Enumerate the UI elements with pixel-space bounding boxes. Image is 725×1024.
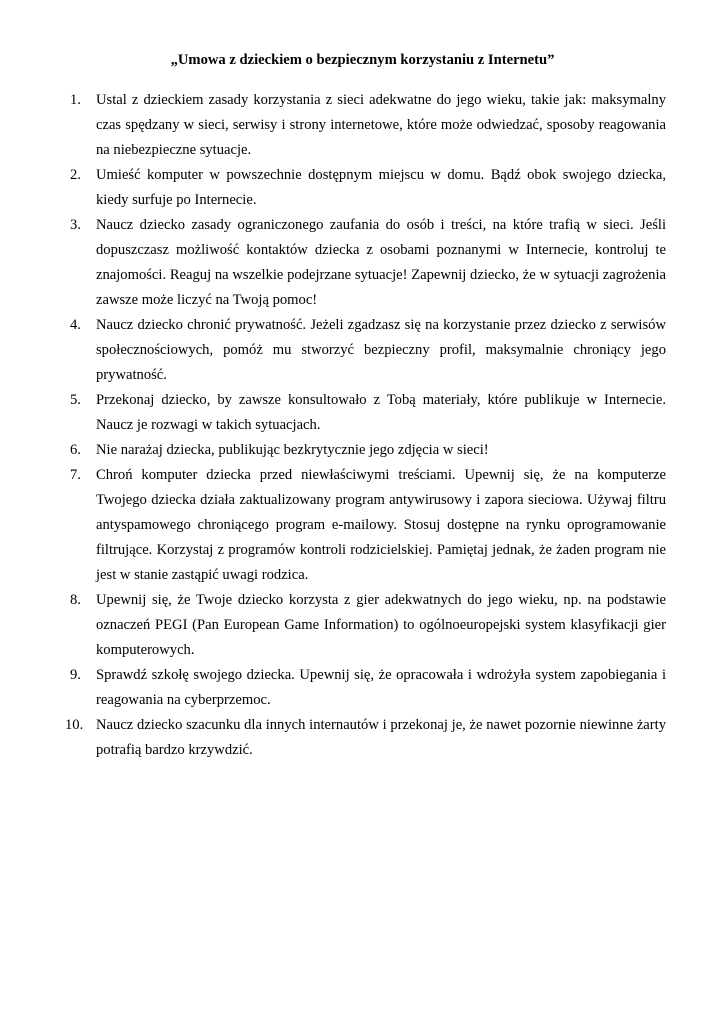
list-item: [70, 88, 666, 163]
list-item-number: 1.: [70, 92, 81, 108]
list-item: [70, 463, 666, 588]
rules-list: [65, 88, 666, 763]
list-item-number: 9.: [70, 667, 81, 683]
list-item: [70, 588, 666, 663]
list-item-number: 6.: [70, 442, 81, 458]
list-item-text: Sprawdź szkołę swojego dziecka. Upewnij się, że opracowała i wdrożyła system zapobiegania i reagowania na cyberprzemoc.: [96, 667, 666, 708]
list-item-text: Naucz dziecko zasady ograniczonego zaufania do osób i treści, na które trafią w sieci. Jeśli dopuszczasz możliwość kontaktów dziecka z osobami poznanymi w Internecie, kontroluj te znajomości. Reaguj na wszelkie podejrzane sytuacje! Zapewnij dziecko, że w sytuacji zagrożenia zawsze może liczyć na Twoją pomoc!: [96, 217, 666, 308]
list-item: [70, 313, 666, 388]
list-item-number: 8.: [70, 592, 81, 608]
list-item-number: 7.: [70, 467, 81, 483]
list-item: [65, 713, 666, 763]
list-item: [70, 163, 666, 213]
list-item: [70, 213, 666, 313]
list-item-text: Upewnij się, że Twoje dziecko korzysta z gier adekwatnych do jego wieku, np. na podstawie oznaczeń PEGI (Pan European Game Information) to ogólnoeuropejski system klasyfikacji gier komputerowych.: [96, 592, 666, 658]
list-item: [70, 438, 666, 463]
list-item-text: Naucz dziecko chronić prywatność. Jeżeli zgadzasz się na korzystanie przez dziecko z serwisów społecznościowych, pomóż mu stworzyć bezpieczny profil, maksymalnie chroniący jego prywatność.: [96, 317, 666, 383]
list-item-number: 3.: [70, 217, 81, 233]
list-item-number: 4.: [70, 317, 81, 333]
document-title: „Umowa z dzieckiem o bezpiecznym korzystaniu z Internetu”: [170, 52, 555, 68]
list-item-number: 5.: [70, 392, 81, 408]
list-item-text: Naucz dziecko szacunku dla innych internautów i przekonaj je, że nawet pozornie niewinne żarty potrafią bardzo krzywdzić.: [96, 717, 666, 758]
list-item-text: Chroń komputer dziecka przed niewłaściwymi treściami. Upewnij się, że na komputerze Twojego dziecka działa zaktualizowany program antywirusowy i zapora sieciowa. Używaj filtru antyspamowego chroniącego program e-mailowy. Stosuj dostępne na rynku oprogramowanie filtrujące. Korzystaj z programów kontroli rodzicielskiej. Pamiętaj jednak, że żaden program nie jest w stanie zastąpić uwagi rodzica.: [96, 467, 666, 583]
list-item-text: Umieść komputer w powszechnie dostępnym miejscu w domu. Bądź obok swojego dziecka, kiedy surfuje po Internecie.: [96, 167, 666, 208]
list-item-number: 2.: [70, 167, 81, 183]
list-item: [70, 663, 666, 713]
list-item-number: 10.: [65, 717, 84, 733]
list-item-text: Nie narażaj dziecka, publikując bezkrytycznie jego zdjęcia w sieci!: [96, 442, 489, 458]
list-item-text: Ustal z dzieckiem zasady korzystania z sieci adekwatne do jego wieku, takie jak: maksymalny czas spędzany w sieci, serwisy i strony internetowe, które może odwiedzać, sposoby reagowania na niebezpieczne sytuacje.: [96, 92, 666, 158]
list-item: [70, 388, 666, 438]
list-item-text: Przekonaj dziecko, by zawsze konsultowało z Tobą materiały, które publikuje w Internecie. Naucz je rozwagi w takich sytuacjach.: [96, 392, 666, 433]
